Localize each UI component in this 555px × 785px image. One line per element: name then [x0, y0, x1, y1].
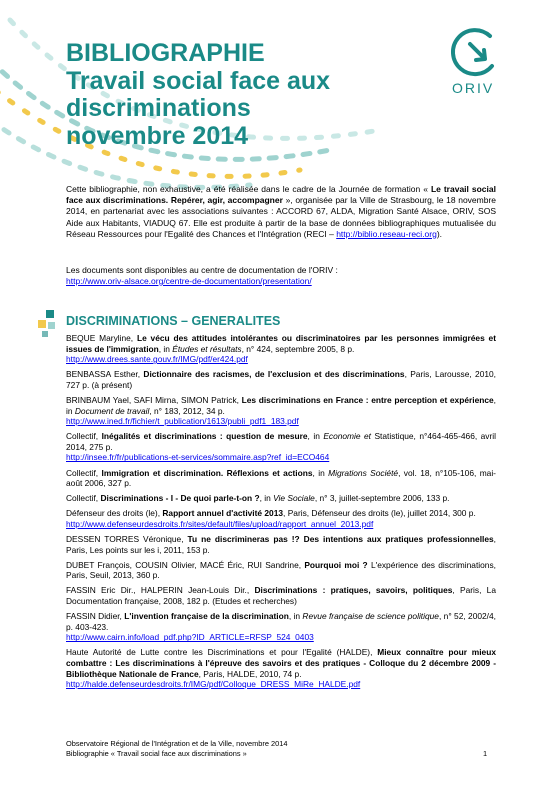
entry-text: , Paris, La Documentation française, 2008, 182 p. (Etudes et recherches)	[66, 585, 496, 606]
entry-link[interactable]: http://www.defenseurdesdroits.fr/sites/default/files/upload/rapport_annuel_2013.pdf	[66, 518, 374, 529]
entry-title: Discriminations - I - De quoi parle-t-on ?	[100, 493, 260, 504]
bib-entry	[66, 431, 496, 463]
entry-source: Economie et	[323, 431, 371, 442]
entry-text: , Paris, Larousse, 2010, 727 p. (à présent)	[66, 369, 496, 390]
title-line-1: BIBLIOGRAPHIE	[66, 39, 265, 67]
entry-author: DESSEN TORRES Véronique,	[66, 534, 188, 544]
oriv-logo-icon	[440, 22, 510, 87]
entry-title: Tu ne discrimineras pas !? Des intentions aux pratiques professionnelles	[187, 534, 494, 544]
entry-author: BENBASSA Esther,	[66, 369, 144, 380]
bib-entry	[66, 493, 496, 504]
entry-text: , in	[312, 467, 329, 478]
title-line-4: novembre 2014	[66, 121, 249, 150]
entry-author: Haute Autorité de Lutte contre les Discriminations et pour l'Egalité (HALDE),	[66, 647, 378, 658]
bib-entry	[66, 508, 496, 529]
entry-text: , in	[259, 493, 274, 504]
availability-text	[66, 265, 496, 287]
bib-entry	[66, 333, 496, 365]
entry-title: Inégalités et discriminations : question de mesure	[101, 431, 308, 442]
oriv-doc-link[interactable]: http://www.oriv-alsace.org/centre-de-documentation/presentation/	[66, 276, 312, 286]
entry-source: Document de travail	[74, 405, 150, 416]
entry-text: , in	[288, 611, 303, 622]
intro-part: », organisée par la Ville de Strasbourg, le 18 novembre 2014, en partenariat avec les associations suivantes : ACCORD 67, ALDA, Migration Santé Alsace, ORIV, SOS Aide aux Habitants, VIADUQ 67. Elle est produite à partir de la base de données bibliographiques mutualisée du Réseau Ressources pour l'Egalité des Chances et l'Intégration (RECI –	[66, 195, 497, 239]
entry-title: Le vécu des attitudes intolérantes ou discriminatoires par les personnes immigrées et issues de l'immigration	[66, 333, 496, 354]
bib-entry	[66, 534, 496, 555]
entry-author: Défenseur des droits (le),	[66, 508, 163, 519]
entry-title: Les discriminations en France : entre perception et expérience	[241, 394, 494, 405]
entry-source: Migrations Société	[328, 467, 399, 478]
entry-source: Vie Sociale	[273, 493, 315, 504]
entry-text: , n° 424, septembre 2005, 8 p.	[241, 343, 355, 354]
entry-link[interactable]: http://insee.fr/fr/publications-et-services/sommaire.asp?ref_id=ECO464	[66, 452, 330, 463]
entry-author: FASSIN Eric Dir., HALPERIN Jean-Louis Dir.,	[66, 585, 255, 596]
bib-entry	[66, 611, 496, 643]
section-marker-icon	[36, 310, 60, 340]
intro-text	[66, 184, 496, 240]
entry-title: Discriminations : pratiques, savoirs, politiques	[254, 585, 453, 596]
entry-text: , n° 3, juillet-septembre 2006, 133 p.	[314, 493, 450, 504]
entry-source: Études et résultats	[172, 343, 242, 354]
availability-line: Les documents sont disponibles au centre de documentation de l'ORIV :	[66, 265, 338, 275]
entry-title: Pourquoi moi ?	[304, 559, 368, 570]
bib-entry	[66, 560, 496, 581]
entry-author: Collectif,	[66, 493, 101, 504]
title-line-3: discriminations	[66, 94, 251, 122]
entry-title: Dictionnaire des racismes, de l'exclusion et des discriminations	[143, 369, 405, 380]
training-title: Le travail social face aux discriminations. Repérer, agir, accompagner	[66, 184, 496, 206]
entry-source: Revue française de science politique	[302, 611, 439, 622]
entry-text: , in	[307, 431, 324, 442]
entry-link[interactable]: http://www.drees.sante.gouv.fr/IMG/pdf/er424.pdf	[66, 354, 248, 365]
entry-text: Statistique, n°464-465-466, avril 2014, 275 p.	[66, 431, 496, 452]
entry-title: Immigration et discrimination. Réflexions et actions	[101, 467, 313, 478]
intro-part: ).	[436, 228, 443, 239]
entry-author: Collectif,	[66, 467, 102, 478]
logo-text: ORIV	[452, 80, 495, 96]
footer-line-1: Observatoire Régional de l'Intégration et de la Ville, novembre 2014	[66, 739, 288, 748]
section-title: DISCRIMINATIONS – GENERALITES	[66, 314, 281, 328]
entry-link[interactable]: http://halde.defenseurdesdroits.fr/IMG/pdf/Colloque_DRESS_MiRe_HALDE.pdf	[66, 679, 361, 690]
bib-entry	[66, 395, 496, 427]
intro-paragraph	[66, 184, 496, 240]
entry-author: BEQUE Maryline,	[66, 333, 137, 343]
entry-title: Mieux connaître pour mieux combattre : Les discriminations à l'épreuve des savoirs et des pratiques - Colloque du 2 décembre 2009 -Bibliothèque Nationale de France	[66, 647, 496, 679]
entry-author: FASSIN Didier,	[66, 611, 125, 622]
bib-entry	[66, 585, 496, 606]
entry-text: , Paris, Les points sur les i, 2011, 153 p.	[66, 534, 496, 555]
entry-title: L'invention française de la discrimination	[124, 611, 289, 622]
intro-part: Cette bibliographie, non exhaustive, a été réalisée dans le cadre de la Journée de formation «	[66, 184, 431, 194]
entry-text: , vol. 18, n°105-106, mai-août 2006, 327 p.	[66, 467, 496, 489]
entry-text: , Paris, HALDE, 2010, 74 p.	[198, 668, 302, 679]
entry-text: , in	[158, 343, 173, 354]
entry-title: Rapport annuel d'activité 2013	[162, 508, 284, 519]
entry-author: Collectif,	[66, 431, 102, 442]
page-footer	[66, 739, 496, 758]
title-line-2: Travail social face aux	[66, 66, 331, 95]
entry-text: , n° 52, 2002/4, p. 403-423.	[66, 611, 496, 632]
reci-link[interactable]: http://biblio.reseau-reci.org	[336, 228, 437, 239]
bib-entry	[66, 369, 496, 390]
footer-line-2: Bibliographie « Travail social face aux discriminations »	[66, 748, 247, 758]
bib-entry	[66, 647, 496, 689]
entry-text: , in	[66, 394, 496, 416]
bibliography-list	[66, 333, 496, 694]
entry-author: BRINBAUM Yael, SAFI Mirna, SIMON Patrick,	[66, 394, 242, 405]
bib-entry	[66, 468, 496, 489]
page-number: 1	[483, 749, 488, 758]
entry-link[interactable]: http://www.cairn.info/load_pdf.php?ID_ARTICLE=RFSP_524_0403	[66, 632, 314, 643]
entry-author: DUBET François, COUSIN Olivier, MACÉ Éric, RUI Sandrine,	[66, 559, 305, 570]
page-title	[66, 40, 330, 150]
entry-text: L'expérience des discriminations, Paris, Seuil, 2013, 360 p.	[66, 559, 496, 581]
entry-text: , Paris, Défenseur des droits (le), juillet 2014, 300 p.	[283, 508, 476, 519]
entry-text: , n° 183, 2012, 34 p.	[149, 405, 225, 416]
entry-link[interactable]: http://www.ined.fr/fichier/t_publication/1613/publi_pdf1_183.pdf	[66, 416, 299, 427]
